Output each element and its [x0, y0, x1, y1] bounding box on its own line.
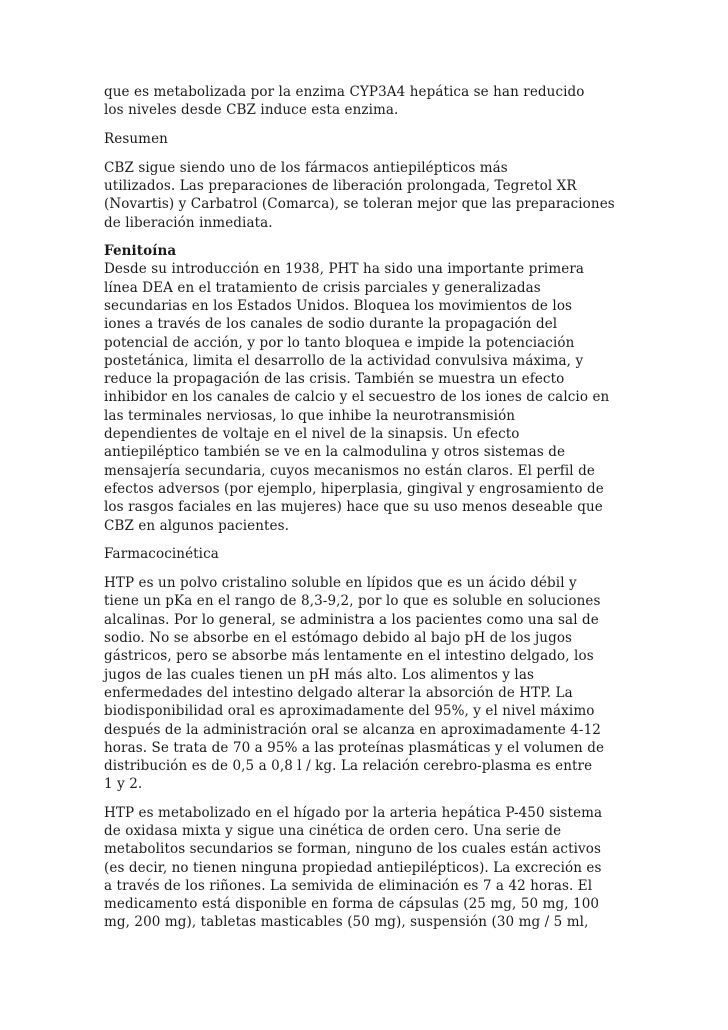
paragraph-farmacocinetica-2	[104, 804, 626, 932]
text-line: que es metabolizada por la enzima CYP3A4 hepática se han reducido	[104, 84, 585, 100]
text-line: potencial de acción, y por lo tanto bloquea e impide la potenciación	[104, 334, 575, 351]
text-line: sodio. No se absorbe en el estómago debido al bajo pH de los jugos	[104, 630, 573, 647]
heading-text: Resumen	[104, 130, 168, 147]
text-line: de oxidasa mixta y sigue una cinética de orden cero. Una serie de	[104, 822, 562, 839]
text-line: postetánica, limita el desarrollo de la actividad convulsiva máxima, y	[104, 352, 584, 369]
text-line: los rasgos faciales en las mujeres) hace que su uso menos deseable que	[104, 499, 603, 516]
text-line: 1 y 2.	[104, 776, 143, 793]
section-heading-farmacocinetica	[104, 545, 626, 563]
text-line: enfermedades del intestino delgado alterar la absorción de HTP. La	[104, 684, 573, 701]
text-line: gástricos, pero se absorbe más lentamente en el intestino delgado, los	[104, 648, 594, 665]
text-line: HTP es metabolizado en el hígado por la arteria hepática P-450 sistema	[104, 804, 603, 821]
heading-text: Farmacocinética	[104, 545, 219, 562]
text-line: medicamento está disponible en forma de cápsulas (25 mg, 50 mg, 100	[104, 896, 600, 913]
text-line: horas. Se trata de 70 a 95% a las proteínas plasmáticas y el volumen de	[104, 739, 605, 756]
text-line: Desde su introducción en 1938, PHT ha sido una importante primera	[104, 261, 585, 278]
section-fenitoina	[104, 242, 626, 535]
text-line: de liberación inmediata.	[104, 214, 273, 231]
heading-fenitoina: Fenitoína	[104, 243, 177, 260]
paragraph-farmacocinetica-1	[104, 574, 626, 794]
text-line: utilizados. Las preparaciones de liberación prolongada, Tegretol XR	[104, 178, 577, 195]
text-line: iones a través de los canales de sodio durante la propagación del	[104, 316, 558, 333]
text-line: mg, 200 mg), tabletas masticables (50 mg), suspensión (30 mg / 5 ml,	[104, 914, 589, 931]
paragraph-intro-tail	[104, 83, 626, 120]
paragraph-resumen	[104, 159, 626, 232]
document-page	[104, 83, 626, 932]
text-line: reduce la propagación de las crisis. También se muestra un efecto	[104, 371, 565, 388]
text-line: a través de los riñones. La semivida de eliminación es 7 a 42 horas. El	[104, 877, 593, 894]
text-line: secundarias en los Estados Unidos. Bloquea los movimientos de los	[104, 297, 573, 314]
text-line: (Novartis) y Carbatrol (Comarca), se toleran mejor que las preparaciones	[104, 196, 615, 213]
text-line: HTP es un polvo cristalino soluble en lípidos que es un ácido débil y	[104, 575, 577, 592]
text-line: (es decir, no tienen ninguna propiedad antiepilépticos). La excreción es	[104, 859, 602, 876]
text-line: las terminales nerviosas, lo que inhibe la neurotransmisión	[104, 407, 516, 424]
text-line: después de la administración oral se alcanza en aproximadamente 4-12	[104, 721, 601, 738]
text-line: alcalinas. Por lo general, se administra a los pacientes como una sal de	[104, 611, 599, 628]
text-line: efectos adversos (por ejemplo, hiperplasia, gingival y engrosamiento de	[104, 480, 604, 497]
text-line: jugos de las cuales tienen un pH más alto. Los alimentos y las	[104, 666, 534, 683]
text-line: dependientes de voltaje en el nivel de la sinapsis. Un efecto	[104, 426, 520, 443]
text-line: biodisponibilidad oral es aproximadamente del 95%, y el nivel máximo	[104, 703, 595, 720]
text-line: línea DEA en el tratamiento de crisis parciales y generalizadas	[104, 279, 541, 296]
text-line: metabolitos secundarios se forman, ninguno de los cuales están activos	[104, 841, 602, 858]
text-line: los niveles desde CBZ induce esta enzima.	[104, 102, 399, 119]
text-line: inhibidor en los canales de calcio y el secuestro de los iones de calcio en	[104, 389, 610, 406]
text-line: distribución es de 0,5 a 0,8 l / kg. La relación cerebro-plasma es entre	[104, 758, 593, 775]
text-line: CBZ sigue siendo uno de los fármacos antiepilépticos más	[104, 159, 508, 176]
section-heading-resumen	[104, 130, 626, 148]
text-line: tiene un pKa en el rango de 8,3-9,2, por lo que es soluble en soluciones	[104, 593, 601, 610]
text-line: CBZ en algunos pacientes.	[104, 517, 290, 534]
text-line: antiepiléptico también se ve en la calmodulina y otros sistemas de	[104, 444, 566, 461]
text-line: mensajería secundaria, cuyos mecanismos no están claros. El perfil de	[104, 462, 595, 479]
